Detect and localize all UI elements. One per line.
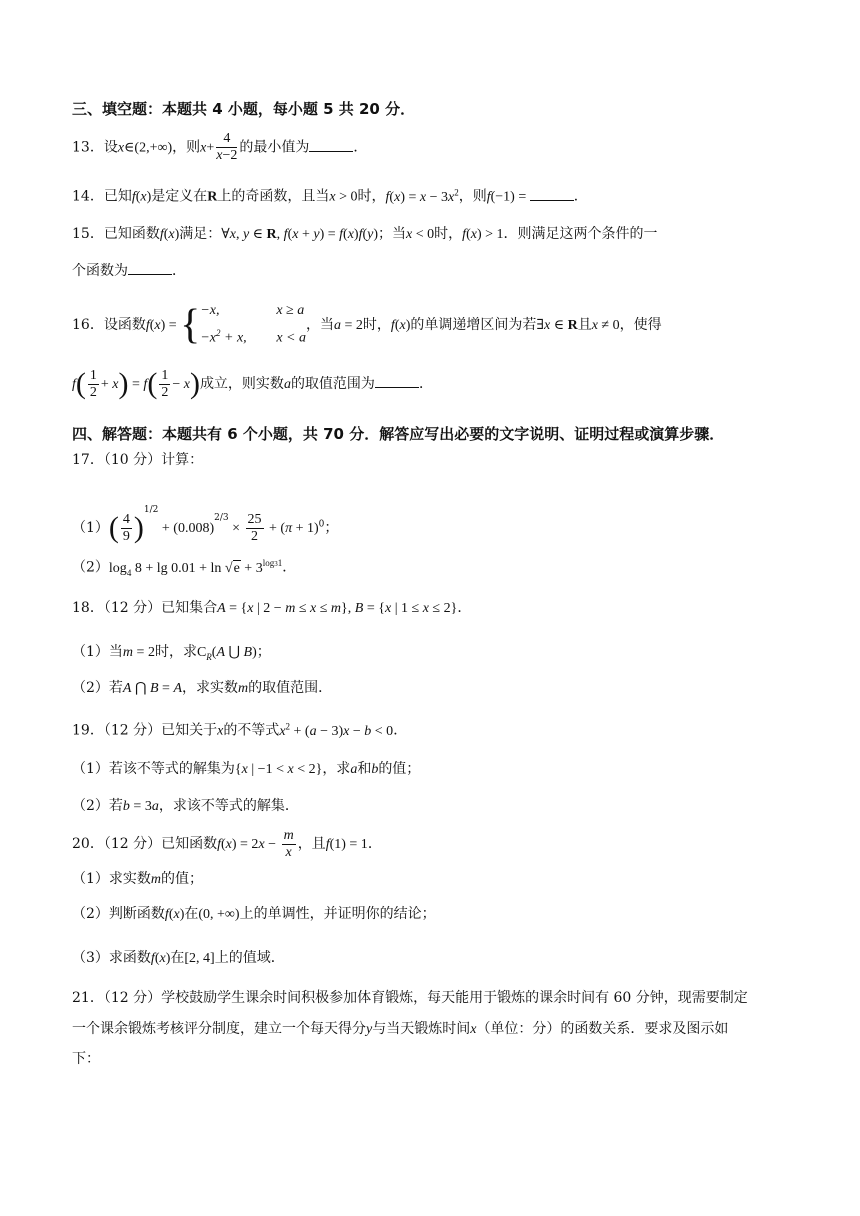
- question-13: 13．设x∈(2,+∞)，则x+ $\frac{4}{x-2}$ 的最小值为 ．: [72, 131, 368, 163]
- fraction: $\frac{4}{x-2}$: [216, 131, 238, 163]
- question-21-line2: 一个课余锻炼考核评分制度，建立一个每天得分y与当天锻炼时间x（单位：分）的函数关系．要求及图示如: [72, 1021, 729, 1037]
- piecewise-cases: −x, x ≥ a $-x^2 + x$, x < a: [200, 303, 307, 346]
- question-18-title: 18．（12 分）已知集合A = {x | 2 − m ≤ x ≤ m}, B = {x | 1 ≤ x ≤ 2}．: [72, 600, 472, 616]
- question-20-part3: （3）求函数f(x)在[2, 4]上的值域．: [72, 950, 285, 966]
- question-18-part1: （1）当m = 2时，求$C_R(A$ ⋃ B)；: [72, 644, 271, 662]
- question-14: 14．已知f(x)是定义在R上的奇函数，且当x > 0时，$f(x) = x - 3x^2$，则f(−1) = ．: [72, 187, 588, 205]
- question-15-cont: 个函数为 ．: [72, 260, 800, 282]
- question-19-title: 19．（12 分）已知关于x的不等式$x^2 + (a - 3)x - b < 0$．: [72, 721, 408, 739]
- question-17-part2: $(2)\log_4$ $8 + \lg 0.01 + \ln √e + 3^{log31}$．: [72, 558, 297, 578]
- question-16: 16．设函数f(x) = { −x, x ≥ a $-x^2 + x$, x < a ，当a = 2时，f(x)的单调递增区间为若∃x ∈ R且x ≠ 0，使得: [72, 301, 662, 348]
- question-19-part1: （1）若该不等式的解集为{x | −1 < x < 2}，求a和b的值；: [72, 761, 421, 777]
- section3-heading: 三、填空题：本题共 4 小题，每小题 5 共 20 分．: [72, 100, 416, 118]
- question-20-part1: （1）求实数m的值；: [72, 871, 204, 887]
- question-18-part2: （2）若A ⋂ B = A，求实数m的取值范围．: [72, 680, 333, 696]
- question-21-line3: 下：: [72, 1051, 100, 1067]
- question-21-line1: 21．（12 分）学校鼓励学生课余时间积极参加体育锻炼，每天能用于锻炼的课余时间有 60 分钟，现需要制定: [72, 990, 748, 1006]
- question-17-part1: （1）( $\frac{4}{9}$ )$^{1/2} + (0.008)^{2/3}$ × $\frac{25}{2}$ + $(\pi + 1)^0$；: [72, 505, 339, 544]
- answer-blank[interactable]: [309, 137, 353, 152]
- question-20-title: 20．（12 分）已知函数f(x) = 2x − $\frac{m}{x}$ ，且f(1) = 1．: [72, 827, 382, 860]
- question-17-title: 17．（10 分）计算：: [72, 452, 204, 468]
- answer-blank[interactable]: [128, 260, 172, 275]
- question-15: 15．已知函数f(x)满足：∀x, y ∈ R, f(x + y) = f(x)f(y)；当x < 0时，f(x) > 1．则满足这两个条件的一: [72, 226, 658, 242]
- question-16-cont: f( $\frac{1}{2}$ + x) = f( $\frac{1}{2}$ − x)成立，则实数a的取值范围为 ．: [72, 367, 433, 400]
- section4-heading: 四、解答题：本题共有 6 个小题，共 70 分．解答应写出必要的文字说明、证明过程或演算步骤．: [72, 425, 725, 443]
- question-19-part2: （2）若b = 3a，求该不等式的解集．: [72, 798, 299, 814]
- question-20-part2: （2）判断函数f(x)在(0, +∞)上的单调性，并证明你的结论；: [72, 906, 436, 922]
- answer-blank[interactable]: [375, 373, 419, 388]
- answer-blank[interactable]: [530, 186, 574, 201]
